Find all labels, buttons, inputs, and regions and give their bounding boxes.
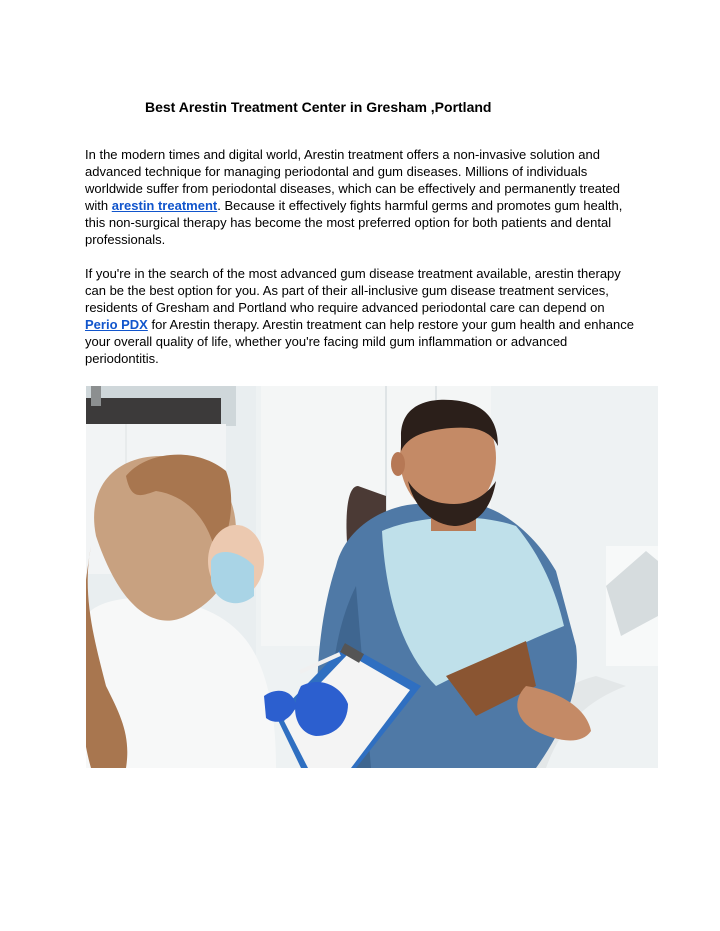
text-line: worldwide suffer from periodontal diseases, which can be effectively and permanently treated xyxy=(85,181,620,196)
text-line: In the modern times and digital world, Arestin treatment offers a non-invasive solution and xyxy=(85,147,600,162)
arestin-treatment-link[interactable]: arestin treatment xyxy=(111,198,218,213)
paragraph-services xyxy=(85,265,645,367)
dental-consultation-photo xyxy=(86,386,658,768)
text-line: residents of Gresham and Portland who require advanced periodontal care can depend on xyxy=(85,300,605,315)
perio-pdx-link[interactable]: Perio PDX xyxy=(85,317,148,332)
text-fragment: . Because it effectively fights harmful germs and promotes gum health, xyxy=(217,198,623,213)
text-line: If you're in the search of the most advanced gum disease treatment available, arestin therapy xyxy=(85,266,621,281)
text-fragment: with xyxy=(85,198,112,213)
text-line: this non-surgical therapy has become the most preferred option for both patients and dental xyxy=(85,215,612,230)
text-fragment: for Arestin therapy. Arestin treatment can help restore your gum health and enhance xyxy=(147,317,634,332)
text-line: professionals. xyxy=(85,232,166,247)
text-line: can be the best option for you. As part of their all-inclusive gum disease treatment services, xyxy=(85,283,609,298)
text-line: your overall quality of life, whether you're facing mild gum inflammation or advanced xyxy=(85,334,568,349)
photo-illustration xyxy=(86,386,658,768)
text-line: periodontitis. xyxy=(85,351,159,366)
paragraph-intro xyxy=(85,146,645,248)
text-line-with-link xyxy=(85,316,645,333)
text-line-with-link xyxy=(85,197,645,214)
text-line: advanced technique for managing periodontal and gum diseases. Millions of individuals xyxy=(85,164,588,179)
page-title: Best Arestin Treatment Center in Gresham ,Portland xyxy=(145,99,492,115)
